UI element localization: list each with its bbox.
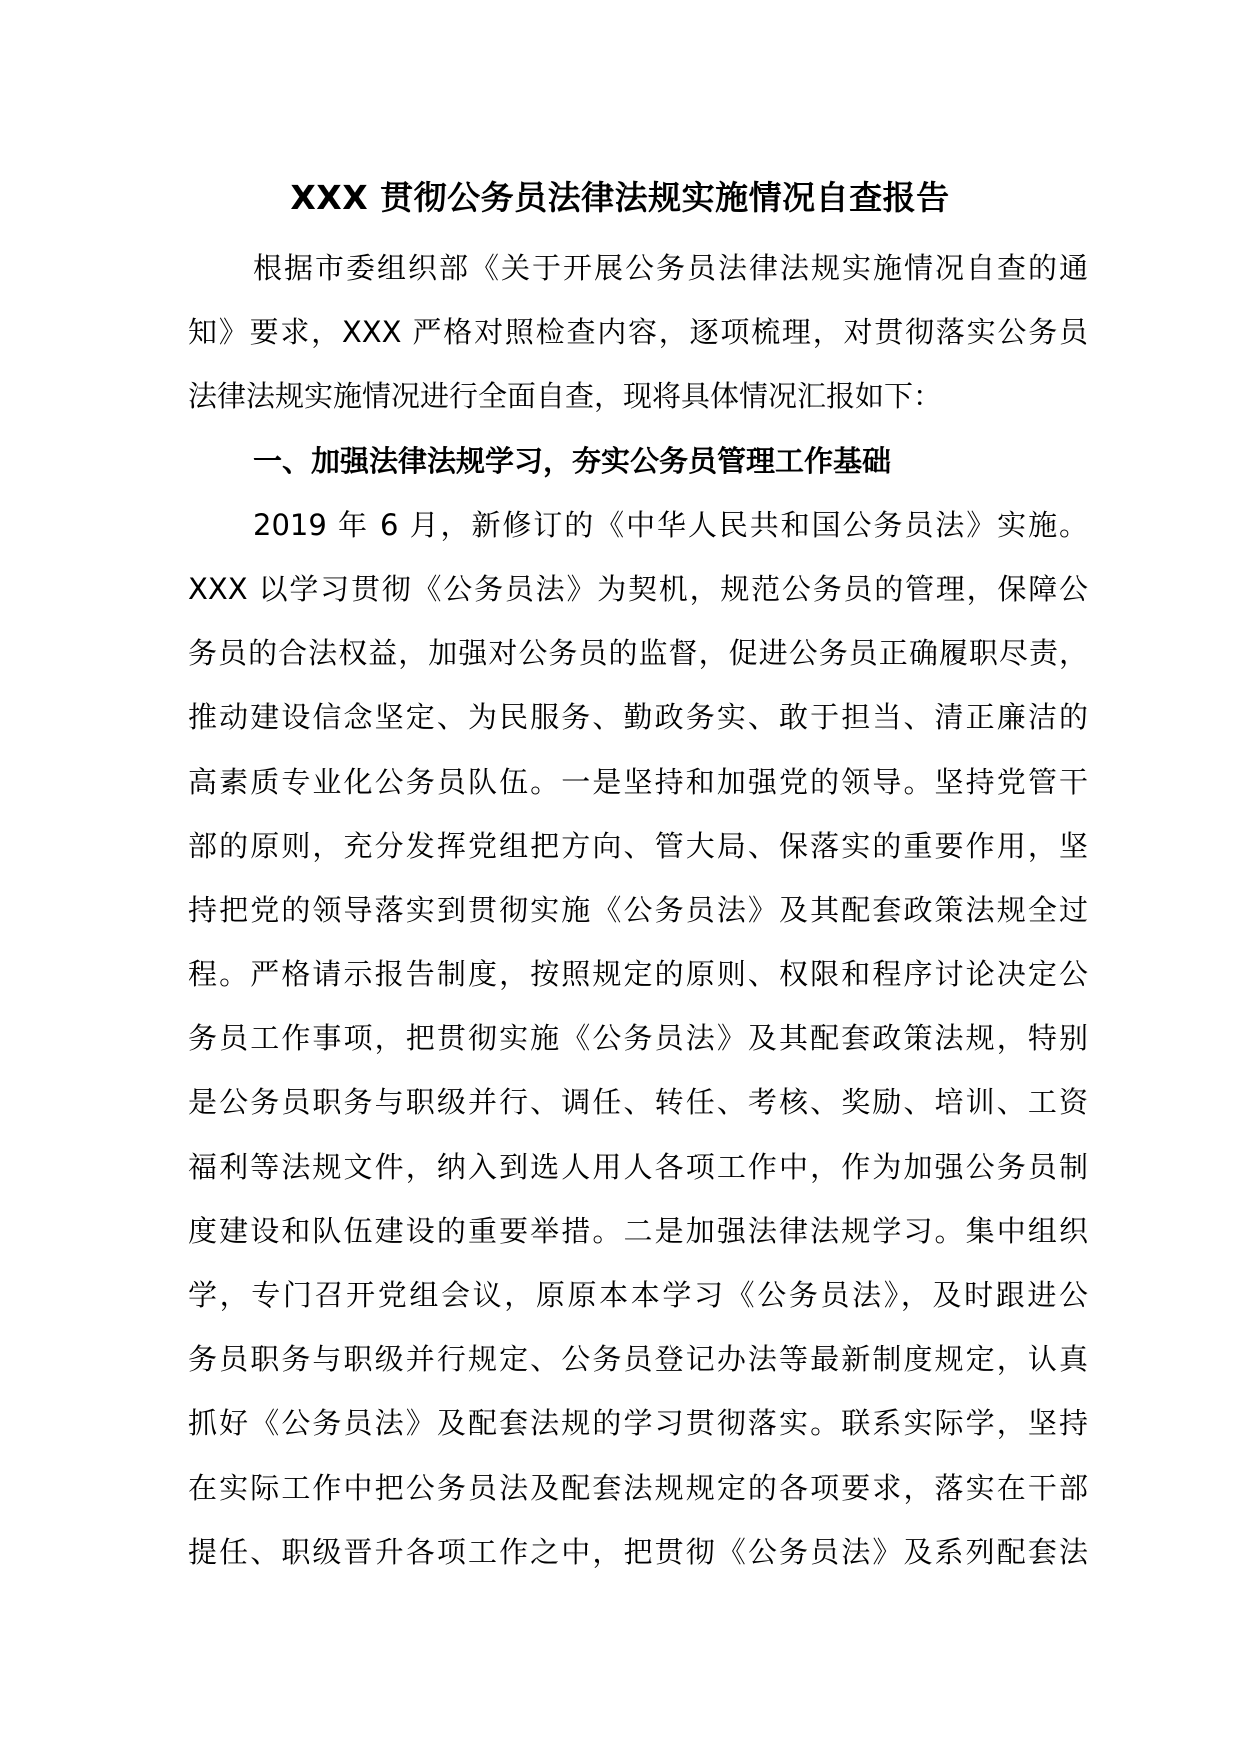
paragraph-line: 度建设和队伍建设的重要举措。二是加强法律法规学习。集中组织 [188,1213,1088,1248]
paragraph-line: 福利等法规文件，纳入到选人用人各项工作中，作为加强公务员制 [188,1149,1088,1184]
paragraph-line: 抓好《公务员法》及配套法规的学习贯彻落实。联系实际学，坚持 [188,1406,1088,1441]
paragraph-line: 务员职务与职级并行规定、公务员登记办法等最新制度规定，认真 [188,1342,1088,1377]
paragraph-line: 推动建设信念坚定、为民服务、勤政务实、敢于担当、清正廉洁的 [188,700,1088,735]
paragraph-line: 法律法规实施情况进行全面自查，现将具体情况汇报如下： [188,379,943,414]
paragraph-line: 是公务员职务与职级并行、调任、转任、考核、奖励、培训、工资 [188,1085,1088,1120]
paragraph-line: 务员的合法权益，加强对公务员的监督，促进公务员正确履职尽责， [188,636,1088,671]
paragraph-line: 持把党的领导落实到贯彻实施《公务员法》及其配套政策法规全过 [188,892,1088,927]
paragraph-line: 提任、职级晋升各项工作之中，把贯彻《公务员法》及系列配套法 [188,1534,1088,1569]
paragraph-line: 在实际工作中把公务员法及配套法规规定的各项要求，落实在干部 [188,1470,1088,1505]
document-body [188,236,1088,1584]
paragraph-line: 根据市委组织部《关于开展公务员法律法规实施情况自查的通 [253,251,1088,285]
paragraph-line: 2019 年 6 月，新修订的《中华人民共和国公务员法》实施。 [253,507,1088,542]
paragraph-line: 高素质专业化公务员队伍。一是坚持和加强党的领导。坚持党管干 [188,764,1088,799]
document-title: XXX 贯彻公务员法律法规实施情况自查报告 [290,178,950,217]
section-heading: 一、加强法律法规学习，夯实公务员管理工作基础 [253,443,892,478]
paragraph-line: 学，专门召开党组会议，原原本本学习《公务员法》，及时跟进公 [188,1278,1088,1312]
paragraph-line: 知》要求，XXX 严格对照检查内容，逐项梳理，对贯彻落实公务员 [188,315,1088,350]
paragraph-line: 务员工作事项，把贯彻实施《公务员法》及其配套政策法规，特别 [188,1021,1088,1056]
paragraph-line: 程。严格请示报告制度，按照规定的原则、权限和程序讨论决定公 [188,957,1088,992]
paragraph-line: XXX 以学习贯彻《公务员法》为契机，规范公务员的管理，保障公 [188,571,1088,606]
paragraph-line: 部的原则，充分发挥党组把方向、管大局、保落实的重要作用，坚 [188,828,1088,863]
